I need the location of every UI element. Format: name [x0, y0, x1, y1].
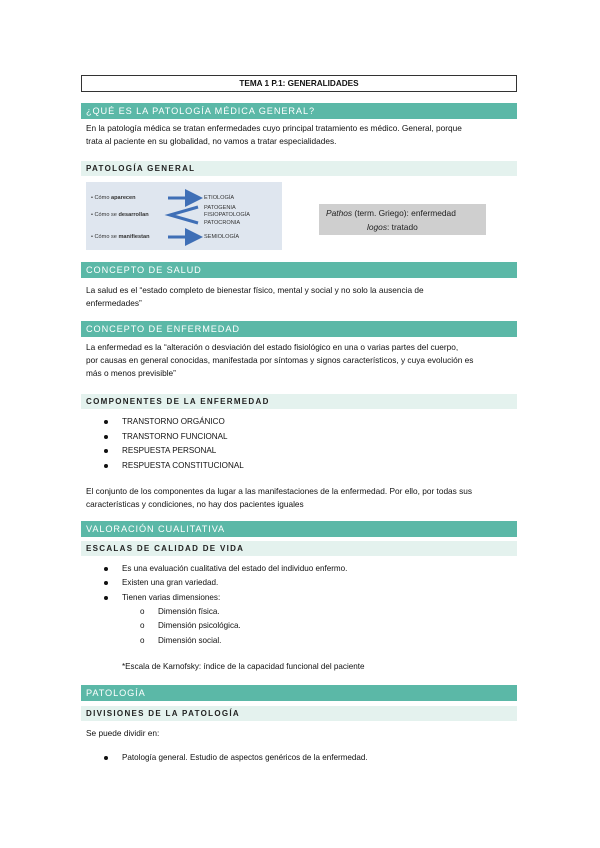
section-heading-patologia: PATOLOGÍA: [81, 685, 517, 701]
paragraph-line: El conjunto de los componentes da lugar a las manifestaciones de la enfermedad. Por ello, por todas sus: [86, 486, 473, 496]
subsection-heading-divisiones: DIVISIONES DE LA PATOLOGÍA: [81, 706, 517, 721]
row-label-manifiestan: • Cómo se manifiestan: [91, 234, 150, 240]
section-heading-que-es: ¿QUÉ ES LA PATOLOGÍA MÉDICA GENERAL?: [81, 103, 517, 119]
paragraph-line: enfermedades”: [86, 298, 142, 308]
section-heading-salud: CONCEPTO DE SALUD: [81, 262, 517, 278]
subsection-heading-escalas: ESCALAS DE CALIDAD DE VIDA: [81, 541, 517, 556]
row-label-aparecen: • Cómo aparecen: [91, 195, 136, 201]
paragraph-line: características y condiciones, no hay dos pacientes iguales: [86, 499, 304, 509]
target-semiologia: SEMIOLOGÍA: [204, 234, 240, 240]
paragraph-line: Se puede dividir en:: [86, 728, 160, 738]
paragraph-salud: [86, 284, 514, 310]
section-heading-valoracion: VALORACIÓN CUALITATIVA: [81, 521, 517, 537]
target-patogenia: PATOGENIA: [204, 205, 236, 211]
paragraph-line: más o menos previsible”: [86, 368, 176, 378]
target-patocronia: PATOCRONIA: [204, 220, 241, 226]
row-label-desarrollan: • Cómo se desarrollan: [91, 212, 149, 218]
page-title: TEMA 1 P.1: GENERALIDADES: [81, 75, 517, 92]
paragraph-line: La salud es el “estado completo de bienestar físico, mental y social y no solo la ausencia de: [86, 285, 424, 295]
subsection-heading-componentes: COMPONENTES DE LA ENFERMEDAD: [81, 394, 517, 409]
target-etiologia: ETIOLOGÍA: [204, 195, 235, 201]
paragraph-enfermedad: [86, 341, 514, 380]
etymology-box: [319, 204, 486, 235]
target-fisiopatologia: FISIOPATOLOGÍA: [204, 212, 251, 218]
paragraph-line: por causas en general conocidas, manifestada por síntomas y signos característicos, y cuya evolución es: [86, 355, 474, 365]
karnofsky-note: *Escala de Karnofsky: índice de la capacidad funcional del paciente: [122, 662, 365, 671]
arrow-desarrollan: [170, 207, 198, 223]
paragraph-line: trata al paciente en su globalidad, no vamos a tratar especialidades.: [86, 136, 337, 146]
section-heading-enfermedad: CONCEPTO DE ENFERMEDAD: [81, 321, 517, 337]
patologia-general-diagram: [86, 182, 282, 250]
paragraph-divisiones-intro: [86, 727, 514, 740]
subsection-heading-patologia-general: PATOLOGÍA GENERAL: [81, 161, 517, 176]
paragraph-que-es: [86, 122, 514, 148]
paragraph-line: La enfermedad es la “alteración o desviación del estado fisiológico en una o varias partes del cuerpo,: [86, 342, 459, 352]
paragraph-line: En la patología médica se tratan enfermedades cuyo principal tratamiento es médico. General, porque: [86, 123, 462, 133]
etymology-pathos: Pathos (term. Griego): enfermedad: [326, 208, 456, 218]
document-page: TEMA 1 P.1: GENERALIDADES ¿QUÉ ES LA PATOLOGÍA MÉDICA GENERAL? En la patología médica se tratan enfermedades cuyo principal tratamiento es médico. General, porque trata al paciente en su globalidad, no vamos a tratar especialidades. PATOLOGÍA GENERAL • Cómo aparecen • Cómo se desarrollan • Cómo se manifiestan ETIOLOGÍA PATOGENIA FISIOPATOLOGÍA PATOCRONIA SEMIOLOGÍA Pathos (term. Griego): enfermedad logos: tratado CONCEPTO DE SALUD La salud es el “estado completo de bienestar físico, mental y social y no solo la ausencia de enfermedades” CONCEPTO DE ENFERMEDAD La enfermedad es la “alteración o desviación del estado fisiológico en una o varias partes del cuerpo, por causas en general conocidas, manifestada por síntomas y signos característicos, y cuya evolución es más o menos previsible” COMPONENTES DE LA ENFERMEDAD TRANSTORNO ORGÁNICO TRANSTORNO FUNCIONAL RESPUESTA PERSONAL RESPUESTA CONSTITUCIONAL El conjunto de los componentes da lugar a las manifestaciones de la enfermedad. Por ello, por todas sus características y condiciones, no hay dos pacientes iguales VALORACIÓN CUALITATIVA ESCALAS DE CALIDAD DE VIDA Es una evaluación cualitativa del estado del individuo enfermo. Existen una gran variedad. Tienen varias dimensiones: o Dimensión física. o Dimensión psicológica. o Dimensión social. *Escala de Karnofsky: índice de la capacidad funcional del paciente PATOLOGÍA DIVISIONES DE LA PATOLOGÍA Se puede dividir en: Patología general. Estudio de aspectos genéricos de la enfermedad.: [0, 0, 600, 848]
etymology-logos: logos: tratado: [367, 222, 418, 232]
paragraph-componentes: [86, 485, 514, 511]
